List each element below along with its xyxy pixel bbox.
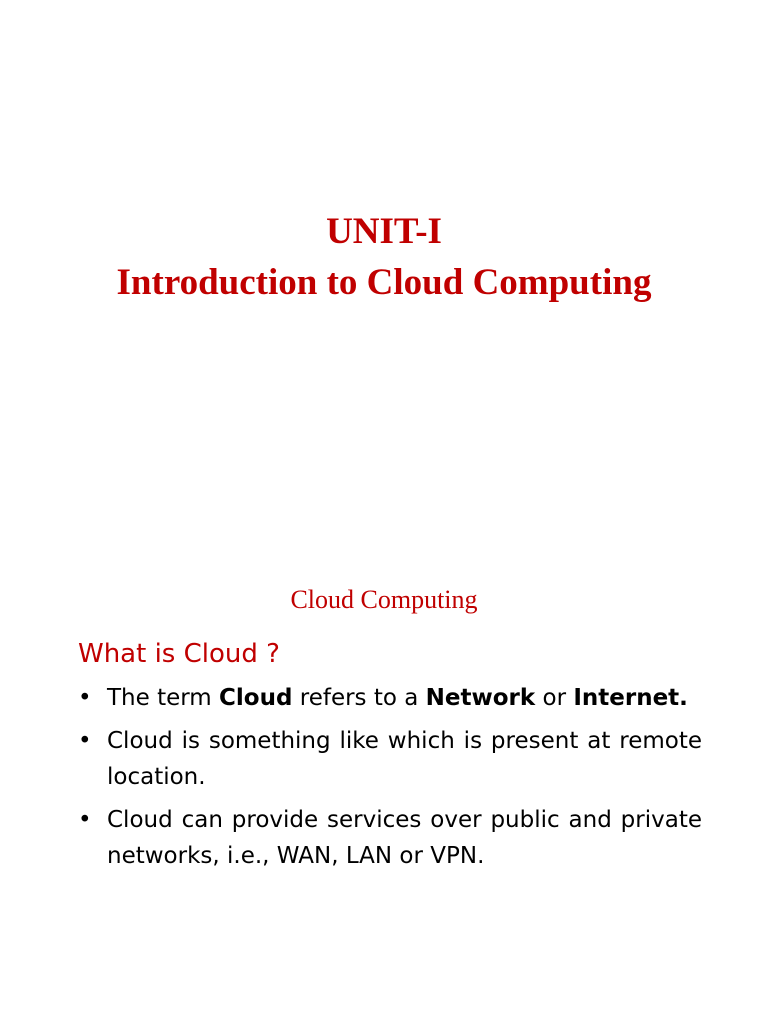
section-title: What is Cloud ? [78, 639, 280, 669]
bullet-text: or [535, 685, 574, 711]
bullet-icon: • [78, 728, 92, 754]
content-slide [0, 560, 768, 1024]
bullet-text: refers to a [292, 685, 426, 711]
bold-term-network: Network [425, 685, 536, 711]
bold-term-cloud: Cloud [219, 685, 293, 711]
bullet-text: The term [107, 685, 220, 711]
bold-term-internet: Internet. [573, 685, 688, 711]
bullet-icon: • [78, 685, 92, 711]
bullet-icon: • [78, 807, 92, 833]
slide-title: Introduction to Cloud Computing [116, 262, 652, 303]
bullet-text: Cloud can provide services over public and private networks, i.e., WAN, LAN or VPN. [107, 807, 702, 869]
unit-label: UNIT-I [326, 211, 442, 252]
bullet-text: Cloud is something like which is present at remote location. [107, 728, 702, 790]
bullet-list [78, 680, 702, 881]
bullet-item [78, 802, 702, 874]
slide-heading: Cloud Computing [290, 585, 478, 614]
bullet-item [78, 680, 702, 716]
title-block [0, 206, 768, 308]
bullet-item [78, 723, 702, 795]
